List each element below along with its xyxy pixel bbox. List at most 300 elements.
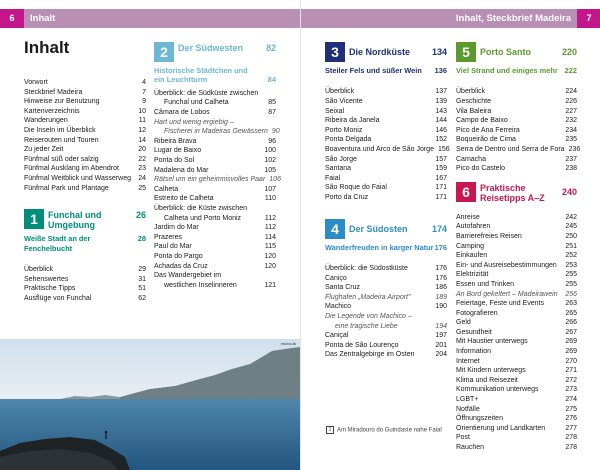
toc-entry[interactable] [456, 424, 577, 434]
toc-entry-page: 224 [565, 88, 577, 96]
chapter-3-title: Die Nordküste [349, 47, 411, 57]
toc-entry[interactable] [325, 293, 447, 303]
toc-entry-title: São Vicente [325, 98, 363, 105]
toc-entry[interactable] [154, 98, 276, 108]
toc-entry-title: Pico do Castelo [456, 165, 506, 173]
toc-entry-title: Praktische Tipps [24, 285, 76, 293]
toc-entry[interactable] [456, 366, 577, 376]
toc-column-3 [325, 42, 450, 360]
toc-entry-page: 114 [264, 233, 276, 241]
toc-entry[interactable] [24, 275, 146, 285]
toc-entry-page: 85 [268, 99, 276, 107]
toc-entry[interactable] [24, 164, 146, 174]
toc-entry-title: Geschichte [456, 98, 492, 105]
chapter-4-number: 4 [325, 219, 345, 239]
toc-entry[interactable] [325, 107, 447, 117]
toc-entry[interactable] [456, 242, 577, 252]
toc-entry[interactable] [325, 312, 447, 322]
toc-entry[interactable] [24, 294, 146, 304]
toc-entry-title: Serra de Dentro und Serra de Fora [456, 145, 565, 153]
toc-entry-title: Barrierefreies Reisen [456, 232, 522, 240]
chapter-3-heading[interactable] [325, 42, 447, 62]
toc-entry[interactable] [24, 174, 146, 184]
toc-entry[interactable] [325, 264, 447, 274]
toc-entry-page: 31 [138, 275, 146, 283]
toc-entry[interactable] [325, 322, 447, 332]
toc-entry[interactable] [456, 87, 577, 97]
coast-photo-image [0, 339, 300, 470]
toc-entry-page: 107 [264, 185, 276, 193]
toc-entry[interactable] [325, 126, 447, 136]
toc-entry-title: Vila Baleira [456, 107, 492, 115]
toc-entry-page: 62 [138, 294, 146, 302]
toc-entry-title: Öffnungszeiten [456, 415, 503, 423]
toc-entry[interactable] [456, 299, 577, 309]
toc-entry-page: 110 [264, 195, 276, 203]
toc-entry-title: Calheta und Porto Moniz [164, 214, 242, 222]
toc-entry-page: 270 [565, 357, 577, 365]
toc-entry-title: Paul do Mar [154, 243, 192, 251]
chapter-5-heading[interactable] [456, 42, 577, 62]
toc-entry-page: 255 [565, 271, 577, 279]
chapter-2-subtitle-row[interactable] [154, 66, 276, 85]
toc-entry[interactable] [456, 261, 577, 271]
toc-entry[interactable] [456, 213, 577, 223]
toc-entry-page: 144 [435, 117, 447, 125]
toc-entry-title: Câmara de Lobos [154, 109, 210, 116]
toc-entry-page: 137 [435, 88, 447, 96]
chapter-3-page: 134 [431, 47, 447, 57]
toc-entry[interactable] [154, 281, 276, 291]
toc-entry[interactable] [325, 164, 447, 174]
toc-entry[interactable] [325, 155, 447, 165]
toc-entry[interactable] [24, 184, 146, 194]
toc-entry[interactable] [456, 405, 577, 415]
toc-entry[interactable] [456, 164, 577, 174]
toc-entry[interactable] [24, 136, 146, 146]
intro-list [24, 78, 146, 193]
toc-entry[interactable] [24, 97, 146, 107]
toc-entry-title: Santa Cruz [325, 284, 361, 292]
toc-entry[interactable] [456, 376, 577, 386]
toc-entry-title: Santana [325, 165, 352, 173]
toc-entry-page: 120 [264, 252, 276, 260]
right-header-bar [301, 9, 600, 28]
toc-entry[interactable] [154, 223, 276, 233]
toc-entry-page: 176 [435, 264, 447, 272]
chapter-6-number: 6 [456, 182, 476, 202]
toc-entry-title: Kommunikation unterwegs [456, 386, 539, 394]
toc-entry-page: 266 [565, 319, 577, 327]
toc-entry-title: Flughafen „Madeira Airport" [325, 293, 411, 301]
toc-entry-title: Fünfmal süß oder salzig [24, 155, 99, 163]
toc-entry-page: 9 [142, 98, 146, 106]
toc-entry-title: Überblick: die Südküste zwischen [154, 89, 259, 97]
chapter-3-number: 3 [325, 42, 345, 62]
toc-entry[interactable] [154, 242, 276, 252]
toc-entry-page: 204 [435, 351, 447, 359]
toc-entry-title: Die Inseln im Überblick [24, 126, 96, 134]
toc-entry-page: 245 [565, 223, 577, 231]
toc-entry-page: 24 [138, 174, 146, 182]
toc-entry-title: Fünfmal Weitblick und Wasserweg [24, 174, 131, 182]
toc-entry-page: 277 [565, 424, 577, 432]
toc-entry-title: Fotografieren [456, 309, 498, 317]
toc-entry-title: Seixal [325, 107, 345, 115]
toc-entry-title: Hart und wenig ergiebig – [154, 118, 234, 126]
toc-entry-page: 106 [269, 176, 281, 184]
toc-entry[interactable] [24, 78, 146, 88]
toc-entry[interactable] [456, 357, 577, 367]
toc-entry-title: Camacha [456, 155, 486, 163]
toc-entry[interactable] [456, 135, 577, 145]
toc-entry[interactable] [325, 97, 447, 107]
caption-marker: 1 [326, 426, 334, 434]
toc-entry[interactable] [456, 270, 577, 280]
toc-entry-page: 25 [138, 184, 146, 192]
toc-entry-title: Fünfmal Park und Plantage [24, 184, 109, 192]
toc-entry-title: Funchal und Calheta [164, 99, 229, 107]
page-title: Inhalt [24, 38, 70, 57]
toc-entry-page: 273 [565, 386, 577, 394]
toc-entry-page: 156 [437, 145, 450, 153]
toc-entry-page: 115 [264, 243, 276, 251]
toc-entry-page: 237 [565, 155, 577, 163]
chapter-1-list [24, 265, 146, 303]
chapter-5-subpage: 222 [564, 66, 577, 75]
toc-entry-page [272, 89, 276, 99]
toc-entry[interactable] [154, 127, 280, 137]
toc-entry[interactable] [24, 116, 146, 126]
toc-entry-title: Gesundheit [456, 328, 492, 336]
toc-entry-page: 11 [138, 117, 146, 125]
toc-entry-page: 238 [565, 165, 577, 173]
toc-entry-title: Calheta [154, 185, 179, 193]
toc-entry[interactable] [325, 135, 447, 145]
toc-entry[interactable] [325, 331, 447, 341]
toc-entry-title: Steckbrief Madeira [24, 88, 83, 96]
toc-entry-page: 255 [565, 280, 577, 288]
toc-entry-title: Anreise [456, 213, 480, 221]
toc-entry-page: 272 [565, 376, 577, 384]
chapter-6-heading[interactable] [456, 182, 577, 203]
toc-entry-title: Prazeres [154, 233, 183, 241]
toc-entry-title: Kartenverzeichnis [24, 107, 80, 115]
toc-entry-title: Feiertage, Feste und Events [456, 300, 544, 308]
toc-entry-page: 152 [435, 136, 447, 144]
toc-entry[interactable] [154, 194, 276, 204]
toc-entry-page: 157 [435, 155, 447, 163]
chapter-3-list [325, 87, 450, 202]
chapter-4-subpage: 176 [434, 242, 447, 252]
toc-entry-page: 267 [565, 328, 577, 336]
toc-entry-page: 171 [435, 193, 447, 201]
toc-entry-title: Caniço [325, 274, 347, 282]
toc-entry-title: Überblick: die Südostküste [325, 264, 408, 272]
toc-entry[interactable] [456, 116, 577, 126]
toc-entry-title: Camping [456, 242, 485, 250]
toc-entry[interactable] [325, 87, 447, 97]
photo-caption [326, 426, 442, 434]
toc-entry-title: Caniçal [325, 332, 349, 340]
toc-entry[interactable] [325, 283, 447, 293]
toc-entry-title: Ponta de São Lourenço [325, 341, 399, 349]
toc-entry-title: São Roque do Faial [325, 184, 387, 192]
toc-entry-page: 10 [138, 107, 146, 115]
toc-entry-page: 269 [565, 348, 577, 356]
toc-entry[interactable] [325, 302, 447, 312]
toc-entry[interactable] [154, 89, 276, 99]
coast-photo [0, 339, 300, 470]
toc-entry-title: Ribeira da Janela [325, 117, 380, 125]
toc-entry-page: 23 [138, 165, 146, 173]
toc-entry[interactable] [24, 284, 146, 294]
toc-entry-page: 263 [565, 300, 577, 308]
toc-entry-page: 139 [435, 98, 447, 105]
toc-entry[interactable] [24, 155, 146, 165]
toc-entry[interactable] [456, 395, 577, 405]
toc-entry-title: Ponta Delgada [325, 136, 372, 144]
chapter-1-subtitle: Weiße Stadt an der Fenchelbucht [24, 234, 91, 253]
toc-entry[interactable] [456, 222, 577, 232]
toc-entry-title: Fischerei in Madeiras Gewässern [164, 128, 268, 136]
chapter-1-heading[interactable] [24, 209, 146, 230]
toc-entry[interactable] [456, 309, 577, 319]
left-page-number: 6 [0, 9, 24, 28]
toc-entry-title: westlichen Inselinneren [164, 281, 237, 289]
toc-entry-page: 112 [264, 214, 276, 222]
toc-entry[interactable] [325, 183, 447, 193]
toc-entry-title: Reiserouten und Touren [24, 136, 99, 144]
toc-entry[interactable] [456, 337, 577, 347]
toc-entry[interactable] [154, 166, 276, 176]
chapter-2-subtitle: Historische Städtchen und ein Leuchtturm [154, 66, 248, 85]
chapter-1-subtitle-row[interactable] [24, 234, 146, 253]
toc-entry[interactable] [24, 88, 146, 98]
toc-entry-title: Boaventura und Arco de São Jorge [325, 145, 434, 153]
toc-entry[interactable] [325, 174, 447, 184]
toc-entry-title: eine tragische Liebe [335, 322, 398, 330]
left-header-bar [0, 9, 300, 28]
toc-entry-title: Lugar de Baixo [154, 147, 202, 155]
toc-entry-page [272, 204, 276, 214]
chapter-4-subtitle-row[interactable] [325, 243, 447, 252]
toc-entry[interactable] [154, 118, 276, 128]
toc-entry[interactable] [456, 155, 577, 165]
toc-entry-page: 234 [565, 126, 577, 134]
toc-entry-page: 265 [565, 309, 577, 317]
toc-entry[interactable] [154, 156, 276, 166]
toc-entry-page: 102 [264, 156, 276, 164]
toc-entry-title: Rätsel um ein geheimnisvolles Paar [154, 176, 266, 184]
chapter-2-number: 2 [154, 42, 174, 62]
toc-entry-title: Autofahren [456, 223, 491, 231]
toc-entry[interactable] [456, 328, 577, 338]
toc-entry-page: 22 [138, 155, 146, 163]
toc-entry-title: Machico [325, 303, 352, 311]
toc-column-4 [456, 42, 581, 453]
toc-entry-title: Ponta do Sol [154, 156, 195, 164]
chapter-2-list [154, 89, 281, 290]
toc-entry[interactable] [154, 214, 276, 224]
toc-entry[interactable] [456, 251, 577, 261]
toc-entry-page: 112 [264, 224, 276, 232]
toc-entry-page: 100 [264, 147, 276, 155]
toc-entry[interactable] [456, 97, 577, 107]
toc-entry[interactable] [456, 385, 577, 395]
toc-entry[interactable] [456, 347, 577, 357]
toc-entry-title: Ribeira Brava [154, 137, 197, 145]
chapter-3-subtitle: Steiler Fels und süßer Wein [325, 66, 422, 75]
toc-entry-page: 271 [565, 367, 577, 375]
chapter-4-heading[interactable] [325, 219, 447, 239]
toc-entry[interactable] [24, 145, 146, 155]
toc-entry-page: 227 [565, 107, 577, 115]
toc-entry-page: 278 [565, 434, 577, 442]
toc-entry-title: Vorwort [24, 79, 48, 86]
toc-entry[interactable] [456, 443, 577, 453]
toc-entry-title: An Bord gekeltert – Madeirawein [456, 290, 558, 298]
toc-entry-title: Porto Moniz [325, 126, 363, 134]
toc-entry[interactable] [325, 274, 447, 284]
toc-entry[interactable] [325, 193, 447, 203]
toc-entry-title: Boqueirão de Cima [456, 136, 516, 144]
toc-entry-title: Überblick [24, 265, 54, 273]
toc-entry-title: Das Zentralgebirge im Osten [325, 351, 415, 359]
toc-entry-title: Internet [456, 357, 480, 365]
toc-entry[interactable] [456, 280, 577, 290]
chapter-3-subtitle-row[interactable] [325, 66, 447, 75]
toc-entry-page [443, 312, 447, 322]
toc-entry-title: Das Wandergebiet im [154, 272, 222, 280]
chapter-6-title: Praktische Reisetipps A–Z [480, 182, 545, 203]
chapter-4-title: Der Südosten [349, 223, 408, 234]
toc-entry-page: 278 [565, 444, 577, 451]
toc-entry-page: 4 [142, 79, 146, 86]
toc-entry[interactable] [154, 137, 276, 147]
toc-entry-title: Mit Kindern unterwegs [456, 367, 526, 375]
toc-entry-page: 197 [435, 332, 447, 340]
toc-entry-title: Porto da Cruz [325, 193, 369, 201]
chapter-5-number: 5 [456, 42, 476, 62]
toc-entry[interactable] [456, 433, 577, 443]
toc-entry[interactable] [325, 145, 450, 155]
toc-entry[interactable] [456, 414, 577, 424]
toc-entry[interactable] [154, 185, 276, 195]
toc-entry[interactable] [456, 126, 577, 136]
toc-entry-title: Campo de Baixo [456, 117, 508, 125]
chapter-6-page: 240 [561, 186, 577, 197]
toc-entry-page: 274 [565, 396, 577, 404]
toc-entry[interactable] [154, 233, 276, 243]
toc-entry-page: 7 [142, 88, 146, 96]
toc-entry-page: 171 [435, 184, 447, 192]
chapter-5-subtitle-row[interactable] [456, 66, 577, 75]
toc-entry-page: 226 [565, 98, 577, 105]
toc-entry-page: 87 [268, 109, 276, 116]
chapter-6-list [456, 213, 577, 453]
chapter-2-title: Der Südwesten [178, 43, 244, 53]
toc-entry[interactable] [325, 116, 447, 126]
toc-entry-page: 194 [435, 322, 447, 330]
toc-entry-title: Essen und Trinken [456, 280, 514, 288]
toc-entry-page: 242 [565, 213, 577, 221]
toc-entry-title: Faial [325, 174, 341, 182]
toc-entry-page: 251 [565, 242, 577, 250]
toc-entry[interactable] [154, 175, 281, 185]
toc-entry-title: Ponta do Pargo [154, 252, 203, 260]
toc-entry[interactable] [154, 204, 276, 214]
toc-entry-title: Überblick [325, 88, 355, 96]
toc-entry[interactable] [456, 107, 577, 117]
toc-entry[interactable] [456, 290, 577, 300]
toc-entry[interactable] [154, 108, 276, 118]
chapter-5-title: Porto Santo [480, 47, 531, 57]
toc-entry-page [272, 118, 276, 128]
toc-entry-page: 143 [435, 107, 447, 115]
toc-entry-title: Jardim do Mar [154, 224, 199, 232]
toc-column-1 [24, 78, 146, 303]
chapter-5-page: 220 [561, 47, 577, 57]
toc-entry[interactable] [456, 232, 577, 242]
toc-entry[interactable] [456, 318, 577, 328]
toc-entry-title: Rauchen [456, 444, 485, 451]
toc-entry-page: 12 [138, 126, 146, 134]
chapter-2-heading[interactable] [154, 42, 276, 62]
chapter-4-list [325, 264, 447, 360]
chapter-1-subpage: 28 [137, 234, 146, 244]
toc-entry[interactable] [325, 350, 447, 360]
toc-entry-title: Estreito de Calheta [154, 195, 214, 203]
toc-entry-page: 269 [565, 338, 577, 346]
toc-entry-page: 105 [264, 166, 276, 174]
toc-entry-page: 121 [264, 281, 276, 289]
toc-entry[interactable] [325, 341, 447, 351]
toc-entry-title: Post [456, 434, 471, 442]
toc-entry-title: Madalena do Mar [154, 166, 209, 174]
toc-entry[interactable] [24, 265, 146, 275]
toc-entry-title: Pico de Ana Ferreira [456, 126, 520, 134]
chapter-1-number: 1 [24, 209, 44, 229]
chapter-4-subtitle: Wanderfreuden in karger Natur [325, 242, 434, 252]
toc-entry-title: São Jorge [325, 155, 357, 163]
toc-entry-title: Orientierung und Landkarten [456, 424, 546, 432]
toc-entry[interactable] [154, 262, 276, 272]
toc-column-2 [154, 42, 281, 290]
toc-entry-title: Sehenswertes [24, 275, 69, 283]
toc-entry-title: Überblick [456, 88, 486, 96]
toc-entry[interactable] [154, 271, 276, 281]
toc-entry-page: 235 [565, 136, 577, 144]
toc-entry[interactable] [24, 126, 146, 136]
toc-entry-page: 275 [565, 405, 577, 413]
toc-entry[interactable] [24, 107, 146, 117]
toc-entry-page: 96 [268, 137, 276, 145]
photo-credit: mk/na-tk [280, 341, 296, 346]
right-header-title: Inhalt, Steckbrief Madeira [455, 13, 571, 24]
toc-entry-page: 190 [435, 303, 447, 311]
toc-entry[interactable] [456, 145, 581, 155]
toc-entry-page: 232 [565, 117, 577, 125]
toc-entry[interactable] [154, 146, 276, 156]
chapter-5-list [456, 87, 581, 173]
toc-entry-page: 51 [138, 285, 146, 293]
toc-entry-title: Hinweise zur Benutzung [24, 98, 100, 106]
toc-entry-page: 167 [435, 174, 447, 182]
toc-entry[interactable] [154, 252, 276, 262]
toc-entry-title: Zu jeder Zeit [24, 146, 64, 154]
toc-entry-page: 146 [435, 126, 447, 134]
